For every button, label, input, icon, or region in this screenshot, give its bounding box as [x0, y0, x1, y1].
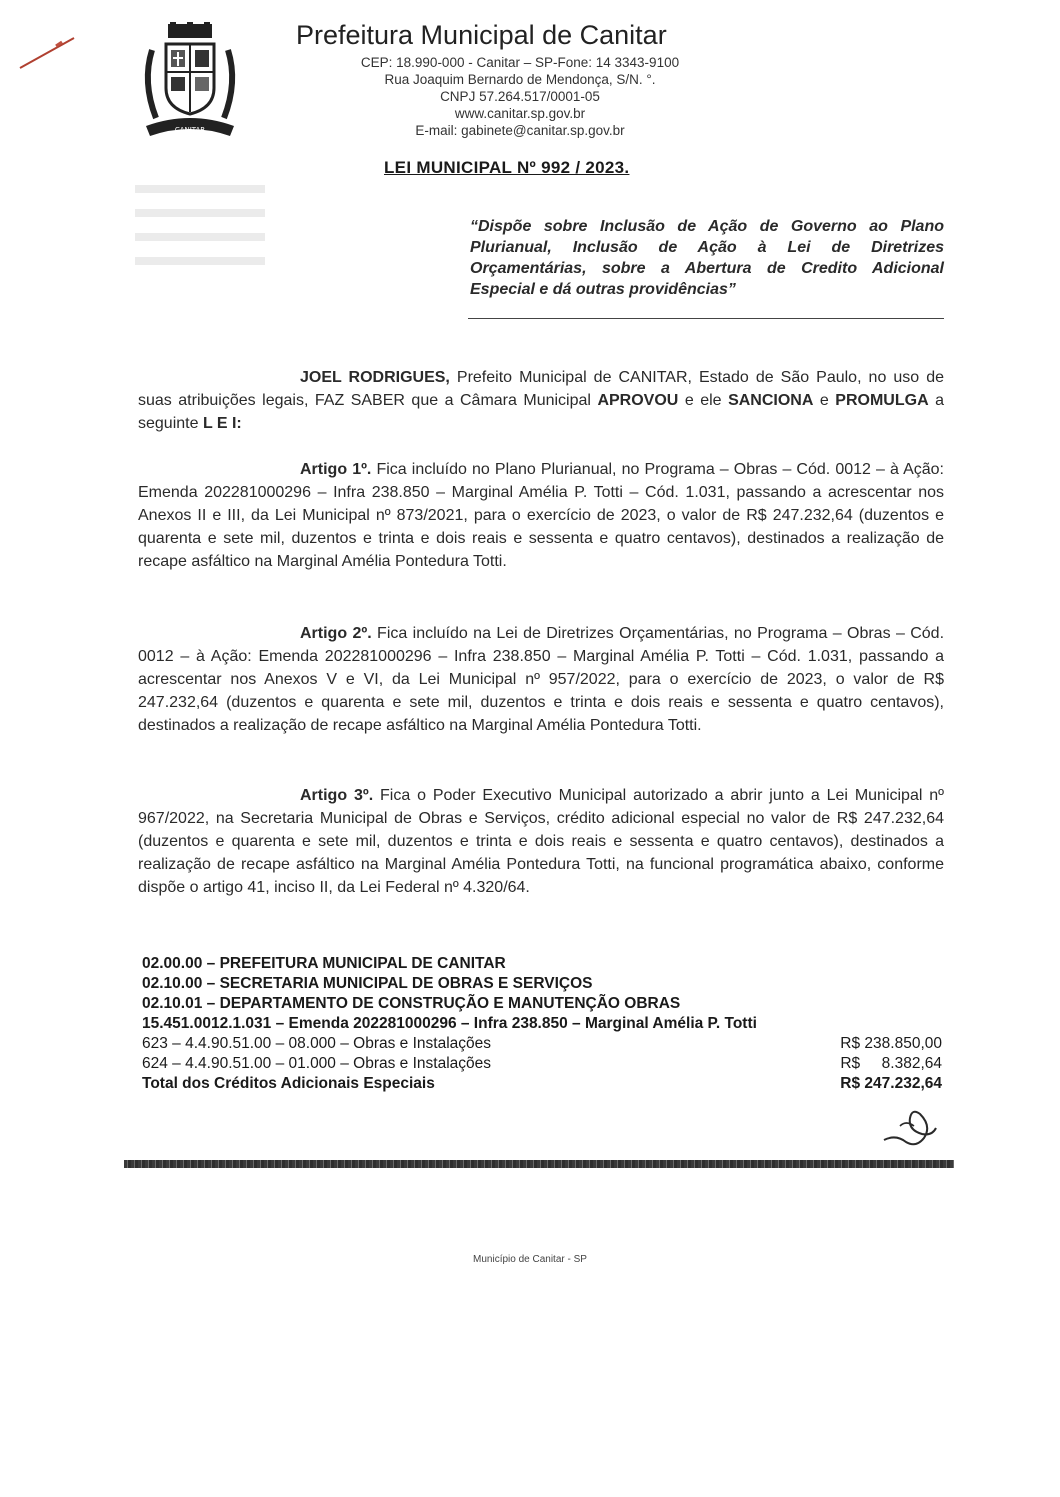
- article-2-text: Fica incluído na Lei de Diretrizes Orçamentárias, no Programa – Obras – Cód. 0012 – à Ação: Emenda 202281000296 – Infra 238.850 – Marginal Amélia P. Totti – Cód. 1.031, passando a acrescentar nos Anexos V e VI, da Lei Municipal nº 957/2022, para o exercício de 2023, o valor de R$ 247.232,64 (duzentos e quarenta e sete mil, duzentos e trinta e dois reais e sessenta e quatro centavos), destinados a realização de recape asfáltico na Marginal Amélia Pontedura Totti.: [138, 625, 945, 734]
- article-1-text: Fica incluído no Plano Plurianual, no Programa – Obras – Cód. 0012 – à Ação: Emenda 202281000296 – Infra 238.850 – Marginal Amélia P. Totti – Cód. 1.031, passando a acrescentar nos Anexos II e III, da Lei Municipal nº 873/2021, para o exercício de 2023, o valor de R$ 247.232,64 (duzentos e quarenta e sete mil, duzentos e trinta e dois reais e sessenta e quatro centavos), destinados a realização de recape asfáltico na Marginal Amélia Pontedura Totti.: [138, 461, 944, 570]
- preamble-approved: APROVOU: [597, 392, 679, 409]
- header-address: Rua Joaquim Bernardo de Mendonça, S/N. °.: [384, 72, 656, 87]
- budget-item-624-desc: 624 – 4.4.90.51.00 – 01.000 – Obras e Instalações: [142, 1055, 492, 1072]
- header-contact-block: [320, 54, 720, 139]
- budget-item-623: [142, 1034, 942, 1054]
- budget-line-departamento: 02.10.01 – DEPARTAMENTO DE CONSTRUÇÃO E MANUTENÇÃO OBRAS: [142, 995, 681, 1012]
- page-title: Prefeitura Municipal de Canitar: [296, 20, 667, 50]
- mayor-name: JOEL RODRIGUES,: [300, 369, 450, 386]
- header-cnpj: CNPJ 57.264.517/0001-05: [440, 89, 600, 104]
- article-3-text: Fica o Poder Executivo Municipal autorizado a abrir junto a Lei Municipal nº 967/2022, na Secretaria Municipal de Obras e Serviços, crédito adicional especial no valor de R$ 247.232,64 (duzentos e quarenta e sete mil, duzentos e trinta e dois reais e sessenta e quatro centavos), destinados a realização de recape asfáltico na Marginal Amélia Pontedura Totti, na funcional programática abaixo, conforme dispõe o artigo 41, inciso II, da Lei Federal nº 4.320/64.: [138, 787, 944, 896]
- budget-allocation-block: [142, 954, 942, 1094]
- header-email: E-mail: gabinete@canitar.sp.gov.br: [415, 123, 625, 138]
- law-ementa: “Dispõe sobre Inclusão de Ação de Governo ao Plano Plurianual, Inclusão de Ação à Lei de Diretrizes Orçamentárias, sobre a Abertura de Credito Adicional Especial e dá outras providências”: [470, 218, 944, 298]
- preamble-paragraph: [138, 366, 944, 435]
- footer-divider-bar: [124, 1160, 954, 1168]
- budget-total-row: [142, 1074, 942, 1094]
- budget-item-624: [142, 1054, 942, 1074]
- budget-line-funcional: 15.451.0012.1.031 – Emenda 202281000296 – Infra 238.850 – Marginal Amélia P. Totti: [142, 1015, 757, 1032]
- municipal-coat-of-arms-icon: [138, 22, 242, 140]
- article-1-label: Artigo 1º.: [300, 461, 372, 478]
- header-website: www.canitar.sp.gov.br: [454, 106, 586, 121]
- budget-item-623-desc: 623 – 4.4.90.51.00 – 08.000 – Obras e Instalações: [142, 1035, 492, 1052]
- budget-total-value: R$ 247.232,64: [840, 1075, 942, 1092]
- preamble-text-4: a seguinte: [138, 392, 945, 432]
- signature-icon: [876, 1104, 940, 1152]
- preamble-text-1: Prefeito Municipal de CANITAR, Estado de São Paulo, no uso de suas atribuições legais, FAZ SABER que a Câmara Municipal: [138, 369, 944, 409]
- budget-item-623-value: R$ 238.850,00: [840, 1035, 942, 1052]
- crest-label: CANITAR: [174, 126, 206, 134]
- header-cep: CEP: 18.990-000 - Canitar – SP-Fone: 14 3343-9100: [360, 55, 680, 70]
- article-3-label: Artigo 3º.: [300, 787, 374, 804]
- article-3-paragraph: [138, 784, 944, 899]
- ementa-divider: [468, 318, 944, 319]
- article-1-paragraph: [138, 458, 944, 573]
- law-title: LEI MUNICIPAL Nº 992 / 2023.: [384, 158, 630, 177]
- bleed-through-shadow: [135, 175, 265, 265]
- preamble-sanciona: SANCIONA: [728, 392, 814, 409]
- budget-total-label: Total dos Créditos Adicionais Especiais: [142, 1075, 435, 1092]
- budget-item-624-value: R$ 8.382,64: [840, 1055, 942, 1072]
- preamble-text-3: e: [813, 392, 836, 409]
- budget-line-secretaria: 02.10.00 – SECRETARIA MUNICIPAL DE OBRAS E SERVIÇOS: [142, 975, 593, 992]
- article-2-label: Artigo 2º.: [300, 625, 372, 642]
- preamble-lei: L E I:: [202, 415, 242, 432]
- budget-line-prefeitura: 02.00.00 – PREFEITURA MUNICIPAL DE CANITAR: [142, 955, 506, 972]
- pen-mark-icon: [16, 32, 78, 72]
- preamble-promulga: PROMULGA: [835, 392, 929, 409]
- article-2-paragraph: [138, 622, 944, 737]
- footer-text: Município de Canitar - SP: [473, 1254, 587, 1265]
- preamble-text-2: e ele: [678, 392, 729, 409]
